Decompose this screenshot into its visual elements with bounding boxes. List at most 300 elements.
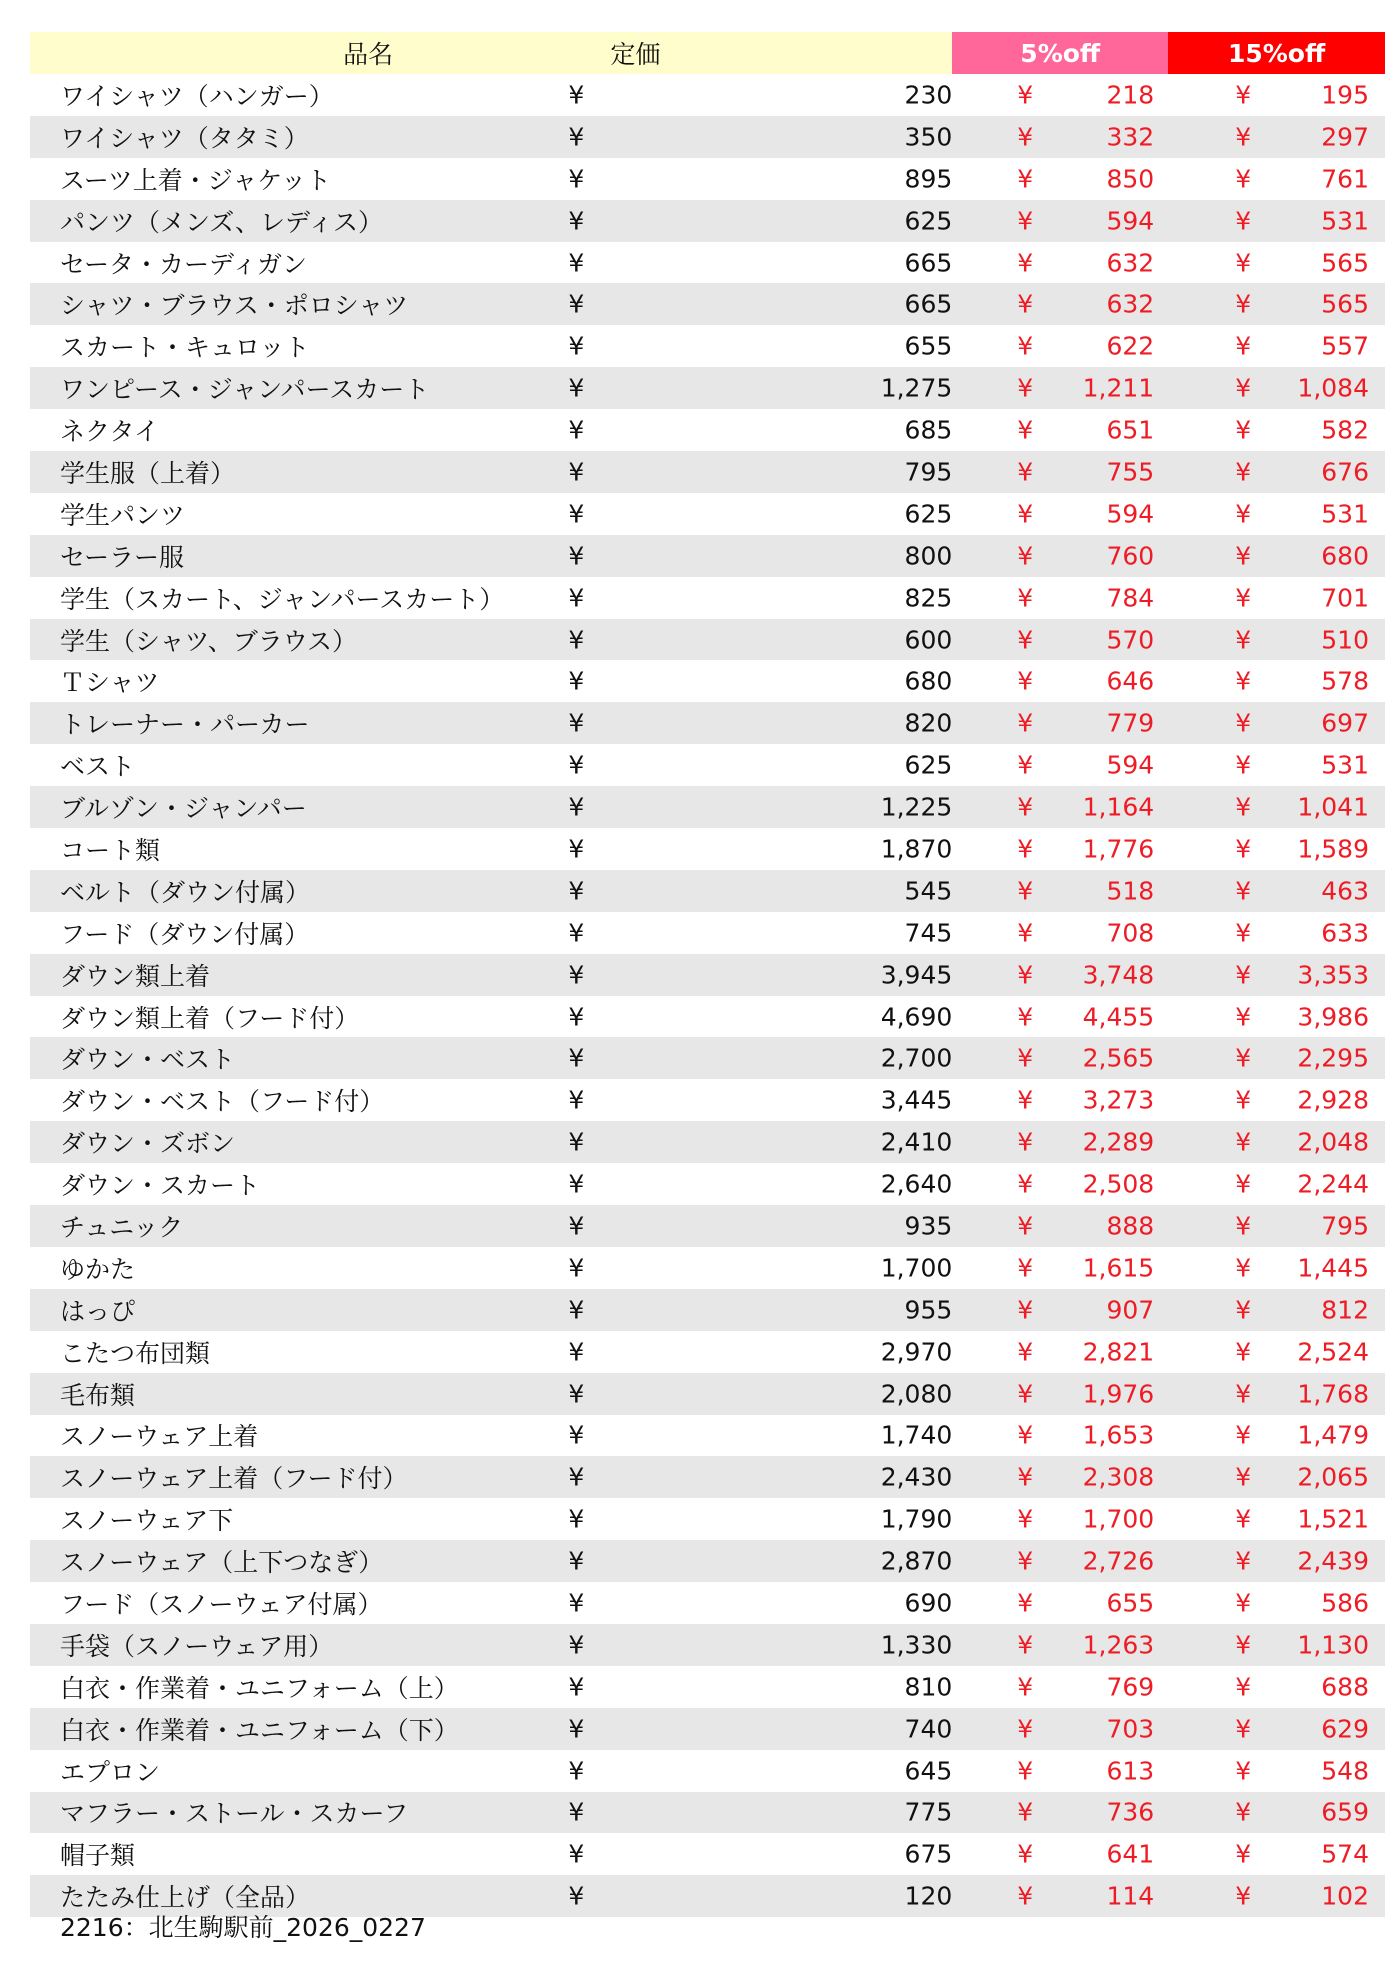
yen-symbol: ¥ (1017, 1379, 1034, 1409)
price-15off-money (1168, 1121, 1385, 1163)
list-price-money (568, 1163, 953, 1205)
item-name (30, 660, 736, 702)
price-15off-cell (1168, 744, 1385, 786)
table-row (30, 283, 1385, 325)
yen-symbol: ¥ (568, 164, 585, 194)
header-item-name-label: 品名 (343, 40, 394, 69)
item-name-text: スノーウェア（上下つなぎ） (60, 1548, 384, 1578)
list-price-value: 645 (904, 1756, 953, 1786)
price-5off-cell (952, 1079, 1168, 1121)
price-15off-money (1168, 619, 1385, 661)
price-15off-cell (1168, 702, 1385, 744)
list-price-cell (568, 242, 953, 284)
item-name-text: スカート・キュロット (60, 333, 310, 363)
price-5off-cell (952, 242, 1168, 284)
price-5off-value: 4,455 (1082, 1002, 1155, 1032)
list-price-value: 3,445 (880, 1085, 953, 1115)
item-name (30, 619, 736, 661)
price-15off-money (1168, 1415, 1385, 1457)
item-name-text: Ｔシャツ (60, 668, 160, 698)
list-price-money (568, 1331, 953, 1373)
item-name-text: ワイシャツ（タタミ） (60, 123, 309, 153)
item-name (30, 1121, 736, 1163)
price-15off-money (1168, 1792, 1385, 1834)
price-5off-money (952, 1456, 1168, 1498)
price-15off-cell (1168, 283, 1385, 325)
price-5off-value: 703 (1106, 1714, 1155, 1744)
table-row (30, 409, 1385, 451)
price-15off-money (1168, 702, 1385, 744)
list-price-money (568, 493, 953, 535)
price-15off-value: 3,353 (1297, 960, 1369, 990)
price-5off-money (952, 1331, 1168, 1373)
price-5off-money (952, 828, 1168, 870)
yen-symbol: ¥ (1235, 499, 1252, 529)
price-5off-money (952, 1163, 1168, 1205)
item-name-text: 学生（シャツ、ブラウス） (60, 626, 358, 656)
price-15off-money (1168, 744, 1385, 786)
price-5off-value: 760 (1106, 541, 1155, 571)
item-name (30, 1498, 736, 1540)
price-15off-value: 548 (1321, 1756, 1369, 1786)
item-name (30, 493, 736, 535)
item-name (30, 1037, 736, 1079)
price-5off-money (952, 996, 1168, 1038)
price-5off-money (952, 1205, 1168, 1247)
list-price-money (568, 1205, 953, 1247)
table-row (30, 1373, 1385, 1415)
table-row (30, 200, 1385, 242)
list-price-cell (568, 325, 953, 367)
price-15off-cell (1168, 242, 1385, 284)
price-15off-value: 629 (1321, 1714, 1369, 1744)
yen-symbol: ¥ (1235, 1839, 1252, 1869)
list-price-value: 2,430 (880, 1462, 953, 1492)
price-5off-value: 736 (1106, 1797, 1155, 1827)
price-5off-value: 708 (1106, 918, 1155, 948)
list-price-cell (568, 493, 953, 535)
price-5off-money (952, 1624, 1168, 1666)
price-15off-cell (1168, 1750, 1385, 1792)
yen-symbol: ¥ (1017, 708, 1034, 738)
yen-symbol: ¥ (568, 583, 585, 613)
item-name-text: チュニック (60, 1212, 184, 1242)
table-row (30, 1415, 1385, 1457)
yen-symbol: ¥ (1017, 918, 1034, 948)
yen-symbol: ¥ (1017, 1672, 1034, 1702)
item-name-text: ベルト（ダウン付属） (60, 877, 311, 907)
yen-symbol: ¥ (1017, 583, 1034, 613)
price-5off-cell (952, 1037, 1168, 1079)
price-15off-money (1168, 1037, 1385, 1079)
yen-symbol: ¥ (1017, 1127, 1034, 1157)
price-5off-cell (952, 1205, 1168, 1247)
list-price-value: 1,225 (880, 792, 953, 822)
list-price-cell (568, 1875, 953, 1917)
price-5off-money (952, 1037, 1168, 1079)
yen-symbol: ¥ (1235, 1002, 1252, 1032)
list-price-value: 800 (904, 541, 953, 571)
price-5off-value: 2,726 (1082, 1546, 1155, 1576)
price-15off-value: 1,479 (1297, 1420, 1369, 1450)
yen-symbol: ¥ (1017, 1797, 1034, 1827)
price-5off-value: 570 (1106, 625, 1155, 655)
list-price-money (568, 1415, 953, 1457)
price-5off-cell (952, 1708, 1168, 1750)
price-15off-money (1168, 1540, 1385, 1582)
item-name-text: 学生服（上着） (60, 458, 236, 488)
yen-symbol: ¥ (568, 206, 585, 236)
yen-symbol: ¥ (1017, 1756, 1034, 1786)
list-price-cell (568, 74, 953, 116)
price-5off-cell (952, 200, 1168, 242)
yen-symbol: ¥ (568, 331, 585, 361)
price-15off-cell (1168, 660, 1385, 702)
table-row (30, 242, 1385, 284)
yen-symbol: ¥ (1017, 792, 1034, 822)
table-row (30, 1079, 1385, 1121)
price-15off-money (1168, 954, 1385, 996)
list-price-money (568, 1373, 953, 1415)
price-15off-money (1168, 242, 1385, 284)
header-list-price-label: 定価 (610, 40, 661, 69)
list-price-money (568, 283, 953, 325)
price-15off-value: 688 (1321, 1672, 1369, 1702)
yen-symbol: ¥ (1235, 583, 1252, 613)
price-15off-cell (1168, 451, 1385, 493)
item-name-text: ダウン・ベスト (60, 1045, 236, 1075)
yen-symbol: ¥ (1017, 1881, 1034, 1911)
price-5off-cell (952, 535, 1168, 577)
list-price-money (568, 200, 953, 242)
item-name-text: 手袋（スノーウェア用） (60, 1631, 334, 1661)
item-name-text: ネクタイ (60, 417, 160, 447)
price-5off-cell (952, 1540, 1168, 1582)
list-price-cell (568, 1037, 953, 1079)
price-15off-money (1168, 828, 1385, 870)
item-name (30, 242, 736, 284)
price-5off-value: 755 (1106, 457, 1155, 487)
price-5off-value: 641 (1106, 1839, 1155, 1869)
yen-symbol: ¥ (568, 1881, 585, 1911)
table-row (30, 1205, 1385, 1247)
price-15off-value: 2,244 (1297, 1169, 1369, 1199)
yen-symbol: ¥ (1235, 1043, 1252, 1073)
price-5off-value: 646 (1106, 666, 1155, 696)
price-5off-cell (952, 660, 1168, 702)
list-price-money (568, 1498, 953, 1540)
price-5off-cell (952, 1331, 1168, 1373)
price-15off-value: 1,521 (1297, 1504, 1369, 1534)
header-5off-label: 5%off (1020, 38, 1101, 68)
price-5off-cell (952, 1750, 1168, 1792)
yen-symbol: ¥ (568, 708, 585, 738)
item-name (30, 1666, 736, 1708)
list-price-cell (568, 1289, 953, 1331)
table-row (30, 325, 1385, 367)
table-row (30, 619, 1385, 661)
list-price-cell (568, 1708, 953, 1750)
table-row (30, 1540, 1385, 1582)
price-5off-value: 769 (1106, 1672, 1155, 1702)
price-15off-cell (1168, 1582, 1385, 1624)
yen-symbol: ¥ (1235, 541, 1252, 571)
price-5off-cell (952, 996, 1168, 1038)
item-name-text: 白衣・作業着・ユニフォーム（上） (60, 1673, 459, 1703)
price-15off-value: 1,084 (1297, 373, 1369, 403)
yen-symbol: ¥ (1235, 122, 1252, 152)
item-name-text: フード（ダウン付属） (60, 919, 310, 949)
price-5off-cell (952, 409, 1168, 451)
list-price-cell (568, 1415, 953, 1457)
list-price-value: 955 (904, 1295, 953, 1325)
yen-symbol: ¥ (568, 625, 585, 655)
list-price-value: 625 (904, 750, 953, 780)
price-15off-value: 574 (1321, 1839, 1369, 1869)
list-price-cell (568, 116, 953, 158)
price-5off-money (952, 74, 1168, 116)
list-price-value: 2,640 (880, 1169, 953, 1199)
yen-symbol: ¥ (1017, 834, 1034, 864)
price-15off-money (1168, 200, 1385, 242)
item-name-text: ダウン・ズボン (60, 1129, 236, 1159)
price-5off-value: 2,508 (1082, 1169, 1155, 1199)
price-15off-money (1168, 1289, 1385, 1331)
price-15off-value: 812 (1321, 1295, 1369, 1325)
price-15off-value: 531 (1321, 750, 1369, 780)
list-price-value: 825 (904, 583, 953, 613)
list-price-cell (568, 1582, 953, 1624)
yen-symbol: ¥ (1235, 1420, 1252, 1450)
yen-symbol: ¥ (1017, 1211, 1034, 1241)
list-price-cell (568, 1247, 953, 1289)
table-row (30, 535, 1385, 577)
item-name (30, 1750, 736, 1792)
price-5off-cell (952, 451, 1168, 493)
price-15off-cell (1168, 1205, 1385, 1247)
list-price-value: 625 (904, 499, 953, 529)
table-row (30, 954, 1385, 996)
price-15off-cell (1168, 1079, 1385, 1121)
list-price-money (568, 660, 953, 702)
list-price-cell (568, 744, 953, 786)
yen-symbol: ¥ (568, 1546, 585, 1576)
table-body (30, 74, 1385, 1917)
list-price-money (568, 325, 953, 367)
table-row (30, 912, 1385, 954)
price-15off-money (1168, 1456, 1385, 1498)
yen-symbol: ¥ (568, 1420, 585, 1450)
table-row (30, 158, 1385, 200)
yen-symbol: ¥ (568, 289, 585, 319)
price-15off-money (1168, 577, 1385, 619)
list-price-money (568, 912, 953, 954)
list-price-money (568, 451, 953, 493)
price-5off-money (952, 367, 1168, 409)
list-price-cell (568, 1373, 953, 1415)
yen-symbol: ¥ (568, 792, 585, 822)
yen-symbol: ¥ (1017, 876, 1034, 906)
price-15off-money (1168, 1708, 1385, 1750)
price-15off-money (1168, 1247, 1385, 1289)
list-price-value: 1,740 (880, 1420, 953, 1450)
price-5off-cell (952, 954, 1168, 996)
item-name-text: 学生（スカート、ジャンパースカート） (60, 584, 505, 614)
list-price-value: 2,970 (880, 1337, 953, 1367)
yen-symbol: ¥ (1017, 1043, 1034, 1073)
price-15off-cell (1168, 1037, 1385, 1079)
price-15off-value: 659 (1321, 1797, 1369, 1827)
price-5off-money (952, 283, 1168, 325)
list-price-value: 2,870 (880, 1546, 953, 1576)
price-15off-money (1168, 1079, 1385, 1121)
yen-symbol: ¥ (1235, 1881, 1252, 1911)
price-5off-money (952, 1750, 1168, 1792)
price-5off-money (952, 1247, 1168, 1289)
price-15off-cell (1168, 367, 1385, 409)
item-name (30, 1624, 736, 1666)
price-5off-cell (952, 577, 1168, 619)
list-price-money (568, 1456, 953, 1498)
price-5off-value: 332 (1106, 122, 1155, 152)
price-5off-value: 594 (1106, 499, 1155, 529)
item-name (30, 1331, 736, 1373)
list-price-value: 935 (904, 1211, 953, 1241)
yen-symbol: ¥ (568, 666, 585, 696)
table-row (30, 577, 1385, 619)
yen-symbol: ¥ (568, 876, 585, 906)
item-name-text: ワイシャツ（ハンガー） (60, 81, 334, 111)
item-name (30, 409, 736, 451)
price-15off-value: 531 (1321, 206, 1369, 236)
table-row (30, 74, 1385, 116)
list-price-cell (568, 451, 953, 493)
yen-symbol: ¥ (568, 1253, 585, 1283)
price-5off-cell (952, 702, 1168, 744)
item-name (30, 325, 736, 367)
price-15off-money (1168, 116, 1385, 158)
yen-symbol: ¥ (1017, 1714, 1034, 1744)
price-5off-money (952, 158, 1168, 200)
list-price-value: 820 (904, 708, 953, 738)
price-15off-value: 565 (1321, 289, 1369, 319)
yen-symbol: ¥ (1235, 1504, 1252, 1534)
list-price-money (568, 409, 953, 451)
price-5off-cell (952, 1792, 1168, 1834)
price-15off-value: 1,041 (1297, 792, 1369, 822)
yen-symbol: ¥ (1235, 960, 1252, 990)
yen-symbol: ¥ (568, 1085, 585, 1115)
item-name (30, 535, 736, 577)
yen-symbol: ¥ (1235, 1085, 1252, 1115)
list-price-money (568, 954, 953, 996)
price-5off-cell (952, 744, 1168, 786)
price-15off-value: 633 (1321, 918, 1369, 948)
price-15off-cell (1168, 1540, 1385, 1582)
price-5off-value: 114 (1106, 1881, 1155, 1911)
price-5off-money (952, 954, 1168, 996)
table-header (30, 32, 1385, 74)
price-5off-cell (952, 912, 1168, 954)
price-15off-money (1168, 1750, 1385, 1792)
item-name (30, 1289, 736, 1331)
table-row (30, 1289, 1385, 1331)
item-name-text: はっぴ (60, 1296, 136, 1326)
list-price-money (568, 158, 953, 200)
price-5off-value: 2,821 (1082, 1337, 1155, 1367)
item-name-text: ダウン・スカート (60, 1171, 261, 1201)
list-price-money (568, 1708, 953, 1750)
price-5off-value: 3,748 (1082, 960, 1155, 990)
yen-symbol: ¥ (1235, 1127, 1252, 1157)
header-15off-label: 15%off (1227, 38, 1326, 68)
yen-symbol: ¥ (568, 1756, 585, 1786)
list-price-cell (568, 1540, 953, 1582)
price-15off-cell (1168, 577, 1385, 619)
list-price-cell (568, 577, 953, 619)
price-5off-money (952, 1792, 1168, 1834)
price-15off-money (1168, 912, 1385, 954)
item-name-text: ダウン類上着 (60, 961, 211, 991)
list-price-money (568, 619, 953, 661)
item-name-text: 学生パンツ (60, 500, 186, 530)
yen-symbol: ¥ (568, 248, 585, 277)
price-15off-value: 510 (1321, 625, 1369, 655)
list-price-value: 775 (904, 1797, 953, 1827)
price-5off-value: 651 (1106, 415, 1155, 445)
list-price-cell (568, 1792, 953, 1834)
price-5off-money (952, 1833, 1168, 1875)
price-15off-value: 795 (1321, 1211, 1369, 1241)
yen-symbol: ¥ (1017, 499, 1034, 529)
price-15off-value: 3,986 (1297, 1002, 1369, 1032)
list-price-money (568, 870, 953, 912)
list-price-cell (568, 200, 953, 242)
item-name-text: シャツ・ブラウス・ポロシャツ (60, 291, 409, 321)
list-price-value: 1,330 (880, 1630, 953, 1660)
price-15off-money (1168, 1498, 1385, 1540)
price-5off-value: 594 (1106, 750, 1155, 780)
price-15off-cell (1168, 1163, 1385, 1205)
yen-symbol: ¥ (1235, 331, 1252, 361)
yen-symbol: ¥ (1017, 122, 1034, 152)
yen-symbol: ¥ (568, 1295, 585, 1325)
yen-symbol: ¥ (1235, 708, 1252, 738)
price-5off-cell (952, 786, 1168, 828)
list-price-cell (568, 828, 953, 870)
price-5off-money (952, 1079, 1168, 1121)
item-name-text: トレーナー・パーカー (60, 710, 310, 740)
list-price-money (568, 116, 953, 158)
table-row (30, 1331, 1385, 1373)
price-5off-money (952, 744, 1168, 786)
list-price-value: 1,275 (880, 373, 953, 403)
item-name (30, 996, 736, 1038)
list-price-cell (568, 1331, 953, 1373)
yen-symbol: ¥ (1017, 1169, 1034, 1199)
price-5off-value: 784 (1106, 583, 1155, 613)
price-5off-cell (952, 283, 1168, 325)
item-name-text: パンツ（メンズ、レディス） (60, 207, 384, 237)
list-price-cell (568, 1750, 953, 1792)
list-price-cell (568, 786, 953, 828)
list-price-cell (568, 535, 953, 577)
price-15off-cell (1168, 325, 1385, 367)
price-15off-money (1168, 1205, 1385, 1247)
price-5off-money (952, 1582, 1168, 1624)
yen-symbol: ¥ (1017, 960, 1034, 990)
item-name (30, 1582, 736, 1624)
